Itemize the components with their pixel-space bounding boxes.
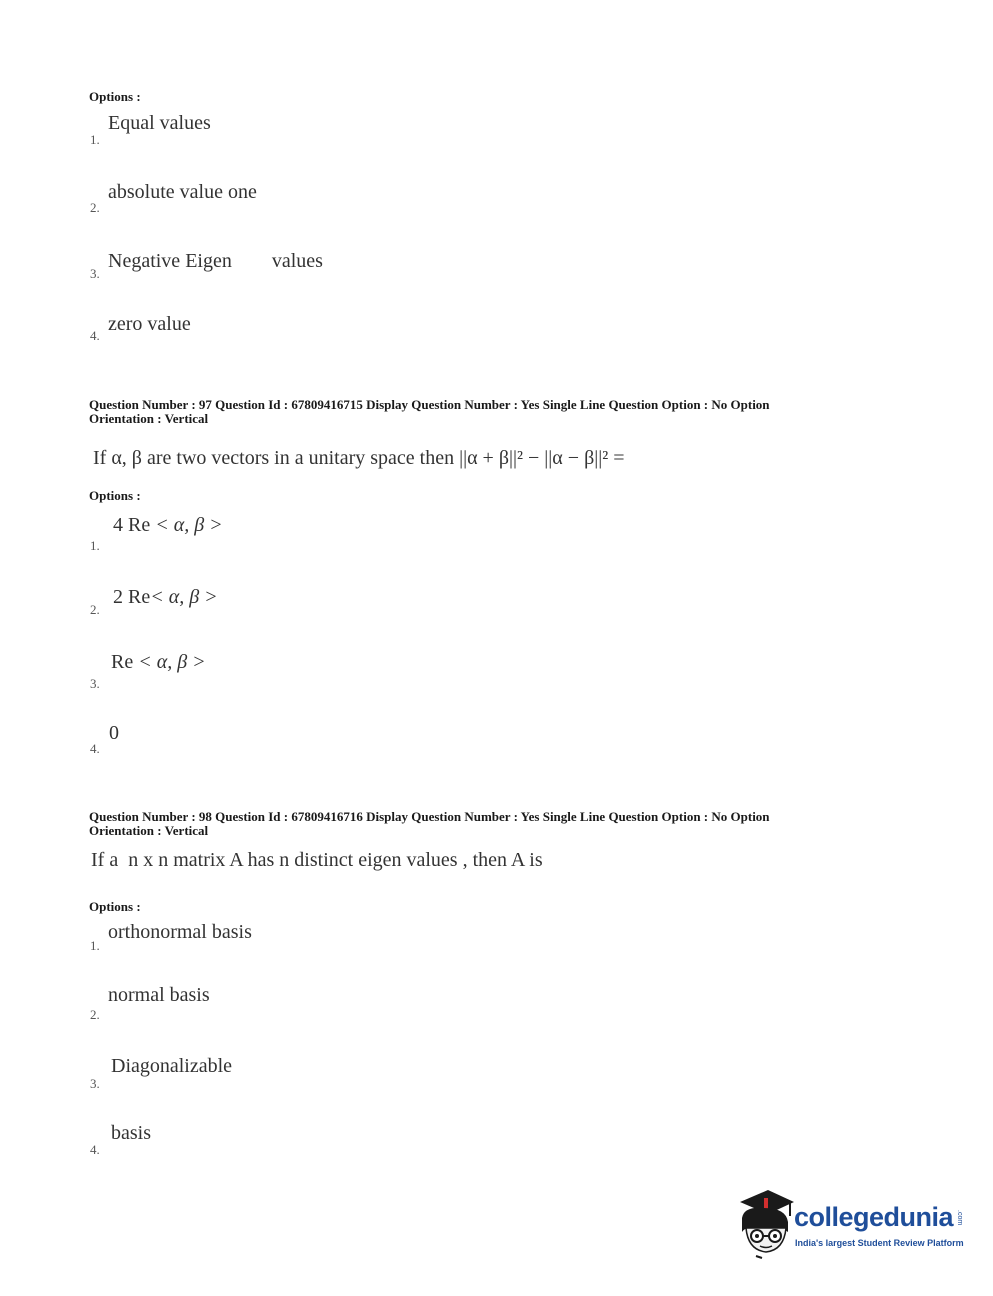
option-text: Equal values: [108, 112, 211, 134]
option-text: absolute value one: [108, 181, 257, 203]
option-text: [111, 651, 206, 674]
option-number: 4.: [90, 1142, 100, 1157]
options-label: Options :: [89, 488, 141, 503]
option-text: orthonormal basis: [108, 921, 252, 943]
question-meta-line: Question Number : 97 Question Id : 67809416715 Display Question Number : Yes Single Line Question Option : No Option: [89, 397, 770, 412]
question-meta-line: Orientation : Vertical: [89, 411, 209, 426]
collegedunia-logo: [734, 1188, 964, 1260]
option-prefix: 2 Re: [113, 586, 151, 608]
option-prefix: 0: [109, 722, 119, 744]
question-meta: [89, 398, 879, 426]
option-number: 2.: [90, 200, 100, 215]
option-text: zero value: [108, 313, 191, 335]
option-number: 4.: [90, 328, 100, 343]
option-number: 4.: [90, 741, 100, 756]
logo-tagline: India's largest Student Review Platform: [795, 1238, 964, 1248]
option-text: Diagonalizable: [111, 1055, 233, 1077]
option-text: Negative Eigen values: [108, 250, 323, 272]
question-text: If α, β are two vectors in a unitary space then ||α + β||² − ||α − β||² =: [93, 447, 625, 469]
option-number: 2.: [90, 602, 100, 617]
option-text: [113, 514, 223, 537]
option-number: 3.: [90, 266, 100, 281]
option-prefix: 4 Re: [113, 514, 156, 536]
option-number: 1.: [90, 538, 100, 553]
option-text: normal basis: [108, 984, 210, 1006]
options-label: Options :: [89, 89, 141, 104]
option-text: [113, 586, 218, 609]
logo-wordmark: collegedunia: [794, 1202, 954, 1232]
option-number: 3.: [90, 1076, 100, 1091]
option-expression: < α, β >: [155, 514, 223, 536]
logo-domain: .com: [956, 1210, 963, 1226]
option-expression: < α, β >: [150, 586, 218, 608]
options-label: Options :: [89, 899, 141, 914]
option-text: basis: [111, 1122, 151, 1144]
option-number: 3.: [90, 676, 100, 691]
option-number: 1.: [90, 938, 100, 953]
option-number: 2.: [90, 1007, 100, 1022]
option-expression: < α, β >: [138, 651, 206, 673]
question-meta-line: Question Number : 98 Question Id : 67809416716 Display Question Number : Yes Single Line Question Option : No Option: [89, 809, 770, 824]
option-number: 1.: [90, 132, 100, 147]
option-prefix: Re: [111, 651, 139, 673]
question-meta-line: Orientation : Vertical: [89, 823, 209, 838]
question-meta: [89, 810, 879, 838]
mascot-icon: [734, 1188, 796, 1260]
question-text: If a n x n matrix A has n distinct eigen values , then A is: [91, 849, 543, 871]
option-text: [109, 722, 119, 745]
